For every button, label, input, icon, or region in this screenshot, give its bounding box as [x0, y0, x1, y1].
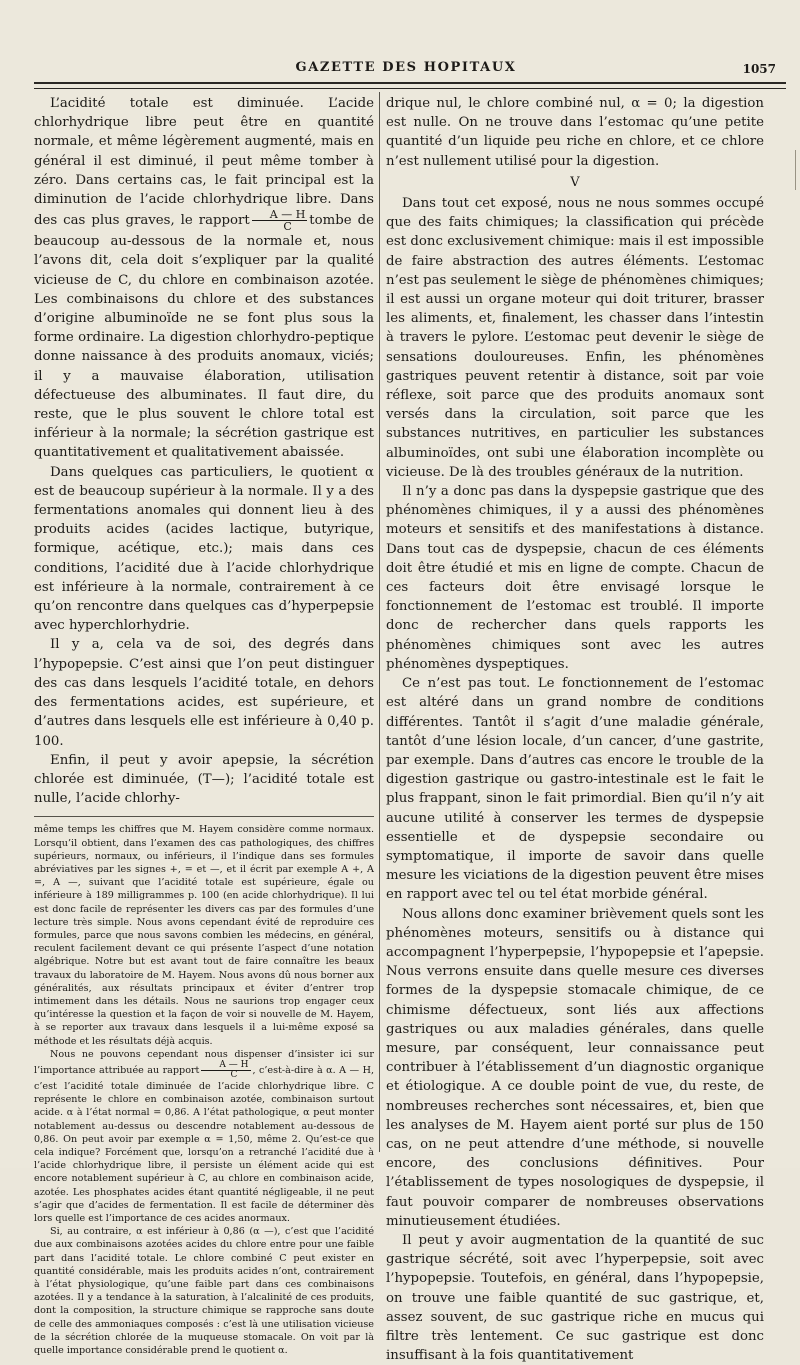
- ratio-denominator: C: [283, 220, 292, 234]
- page-number: 1057: [742, 62, 776, 76]
- left-column: [34, 94, 374, 1357]
- footnote-ratio-numerator: A — H: [201, 1061, 250, 1071]
- page-edge-mark: [785, 150, 796, 190]
- right-paragraph-5: Nous allons donc examiner brièvement quels sont les phénomènes moteurs, sensitifs ou à distance qui accompagnent l’hyperpepsie, l’hypopepsie et l’apepsie. Nous verrons ensuite dans quelle mesure ces diverses formes de la dyspepsie stomacale chimique, de ce chimisme défectueux, sont liés aux affections gastriques ou aux maladies générales, dans quelle mesure, par conséquent, leur connaissance peut contribuer à l’établissement d’un diagnostic organique et étiologique. A ce double point de vue, du reste, de nombreuses recherches sont nécessaires, et, bien que les analyses de M. Hayem aient porté sur plus de 150 cas, on ne peut attendre d’une méthode, si nouvelle encore, des conclusions définitives. Pour l’établissement de types nosologiques de dyspepsie, il faut pouvoir comparer de nombreuses observations minutieusement étudiées.: [386, 906, 764, 1229]
- column-divider: [379, 92, 380, 1152]
- footnote-ratio-denominator: C: [230, 1069, 238, 1080]
- ratio-numerator: A — H: [252, 209, 308, 221]
- right-paragraph-1: drique nul, le chlore combiné nul, α = 0; la digestion est nulle. On ne trouve dans l’estomac qu’une petite quantité d’un liquide peu riche en chlore, et ce chlore n’est nullement utilisé pour la digestion.: [386, 96, 764, 169]
- footnote-block: [34, 823, 374, 1357]
- right-paragraph-6: Il peut y avoir augmentation de la quantité de suc gastrique sécrété, soit avec l’hyperpepsie, soit avec l’hypopepsie. Toutefois, en général, dans l’hypopepsie, on trouve une faible quantité de suc gastrique, et, assez souvent, de suc gastrique riche en mucus qui filtre très lentement. Ce suc gastrique est donc insuffisant à la fois quantitativement: [386, 1232, 764, 1364]
- section-numeral: V: [570, 174, 580, 190]
- running-title: GAZETTE DES HOPITAUX: [295, 60, 517, 75]
- footnote-ratio-fraction: [201, 1061, 250, 1080]
- footnote-paragraph-2: [34, 1048, 374, 1225]
- left-paragraph-3: Il y a, cela va de soi, des degrés dans l’hypopepsie. C’est ainsi que l’on peut distinguer des cas dans lesquels l’acidité totale, en dehors des fermentations acides, est supérieure, et d’autres dans lesquels elle est inférieure à 0,40 p. 100.: [34, 637, 374, 749]
- left-p1-after: tombe de beaucoup au-dessous de la normale et, nous l’avons dit, cela doit s’expliquer par la qualité vicieuse de C, du chlore en combinaison azotée. Les combinaisons du chlore et des substances d’origine albuminoïde ne se font plus sous la forme ordinaire. La digestion chlorhydro-peptique donne naissance à des produits anomaux, viciés; il y a mauvaise élaboration, utilisation défectueuse des albuminates. Il faut dire, du reste, que le plus souvent le chlore total est inférieur à la normale; la sécrétion gastrique est quantitativement et qualitativement abaissée.: [34, 213, 374, 461]
- left-paragraph-2: Dans quelques cas particuliers, le quotient α est de beaucoup supérieur à la normale. Il y a des fermentations anomales qui donnent lieu à des produits acides (acides lactique, butyrique, formique, acétique, etc.); mais dans ces conditions, l’acidité due à l’acide chlorhydrique est inférieure à la normale, contrairement à ce qu’on rencontre dans quelques cas d’hyperpepsie avec hyperchlorhydrie.: [34, 464, 374, 634]
- left-paragraph-4: Enfin, il peut y avoir apepsie, la sécrétion chlorée est diminuée, (T—); l’acidité totale est nulle, l’acide chlorhy-: [34, 752, 374, 807]
- right-body-text: [386, 94, 764, 1365]
- footnote-paragraph-1: même temps les chiffres que M. Hayem considère comme normaux. Lorsqu’il obtient, dans l’examen des cas pathologiques, des chiffres supérieurs, normaux, ou inférieurs, il l’indique dans ses formules abréviatives par les signes +, = et —, et il écrit par exemple A +, A =, A —, suivant que l’acidité totale est supérieure, égale ou inférieure à 189 milligrammes p. 100 (en acide chlorhydrique). Il lui est donc facile de représenter les divers cas par des formules d’une lecture très simple. Nous avons cependant évité de reproduire ces formules, parce que nous savons combien les médecins, en général, reculent facilement devant ce qui présente l’aspect d’une notation algébrique. Notre but est avant tout de faire connaître les beaux travaux du laboratoire de M. Hayem. Nous avons dû nous borner aux généralités, aux résultats principaux et éviter d’entrer trop intimement dans les détails. Nous ne saurions trop engager ceux qu’intéresse la question et la façon de voir si nouvelle de M. Hayem, à se reporter aux travaux dans lesquels il a lui-même exposé sa méthode et les résultats déjà acquis.: [34, 824, 374, 1047]
- left-paragraph-1: [34, 94, 374, 463]
- right-column: [386, 94, 764, 1364]
- footnote-p2-before: Nous ne pouvons cependant nous dispenser d’insister ici sur l’importance attribuée au rapport: [34, 1048, 374, 1076]
- ratio-fraction: [252, 209, 308, 232]
- footnote-paragraph-3: Si, au contraire, α est inférieur à 0,86 (α —), c’est que l’acidité due aux combinaisons azotées acides du chlore entre pour une faible part dans l’acidité totale. Le chlore combiné C peut exister en quantité considérable, mais les produits acides n’ont, contrairement à l’état physiologique, qu’une faible part dans ces combinaisons azotées. Il y a tendance à la saturation, à l’alcalinité de ces produits, dont la composition, la structure chimique se rapproche sans doute de celle des ammoniaques composés : c’est là une utilisation vicieuse de la sécrétion chlorée de la muqueuse stomacale. On voit par là quelle importance considérable prend le quotient α.: [34, 1226, 374, 1357]
- page-header: [30, 56, 782, 80]
- right-paragraph-2: Dans tout cet exposé, nous ne nous sommes occupé que des faits chimiques; la classification qui précède est donc exclusivement chimique: mais il est impossible de faire abstraction des autres éléments. L’estomac n’est pas seulement le siège de phénomènes chimiques; il est aussi un organe moteur qui doit triturer, brasser les aliments, et, finalement, les chasser dans l’intestin à travers le pylore. L’estomac peut devenir le siège de sensations douloureuses. Enfin, les phénomènes gastriques peuvent retentir à distance, soit par voie réflexe, soit parce que des produits anomaux sont versés dans la circulation, soit parce que les substances nutritives, en particulier les substances albuminoïdes, ont subi une élaboration incomplète ou vicieuse. De là des troubles généraux de la nutrition.: [386, 196, 764, 480]
- right-paragraph-4: Ce n’est pas tout. Le fonctionnement de l’estomac est altéré dans un grand nombre de conditions différentes. Tantôt il s’agit d’une maladie générale, tantôt d’une lésion locale, d’un cancer, d’une gastrite, par exemple. Dans d’autres cas encore le trouble de la digestion gastrique ou gastro-intestinale est le fait le plus frappant, sinon le fait primordial. Bien qu’il n’y ait aucune utilité à conserver les termes de dyspepsie essentielle et de dyspepsie secondaire ou symptomatique, il importe de savoir dans quelle mesure les viciations de la digestion peuvent être mises en rapport avec tel ou tel état morbide général.: [386, 676, 764, 903]
- left-p1-before: L’acidité totale est diminuée. L’acide chlorhydrique libre peut être en quantité normale, et même légèrement augmenté, mais en général il est diminué, il peut même tomber à zéro. Dans certains cas, le fait principal est la diminution de l’acide chlorhydrique libre. Dans des cas plus graves, le rapport: [34, 96, 374, 229]
- left-body-text: [34, 94, 374, 808]
- footnote-rule: [34, 816, 374, 817]
- header-rule: [34, 82, 786, 89]
- footnote-p2-after: , c’est-à-dire à α. A — H, c’est l’acidité totale diminuée de l’acide chlorhydrique libre. C représente le chlore en combinaison azotée, combinaison surtout acide. α à l’état normal = 0,86. A l’état pathologique, α peut monter notablement au-dessus ou descendre notablement au-dessous de 0,86. On peut avoir par exemple α = 1,50, même 2. Qu’est-ce que cela indique? Forcément que, lorsqu’on a retranché l’acidité due à l’acide chlorhydrique libre, il persiste un élément acide qui est encore notablement supérieur à C, au chlore en combinaison acide, azotée. Les phosphates acides étant quantité négligeable, il ne peut s’agir que d’acides de fermentation. Il est facile de déterminer dès lors quelle est l’importance de ces acides anormaux.: [34, 1064, 374, 1224]
- right-paragraph-3: Il n’y a donc pas dans la dyspepsie gastrique que des phénomènes chimiques, il y a aussi des phénomènes moteurs et sensitifs et des manifestations à distance. Dans tout cas de dyspepsie, chacun de ces éléments doit être étudié et mis en ligne de compte. Chacun de ces facteurs doit être envisagé lorsque le fonctionnement de l’estomac est troublé. Il importe donc de rechercher dans quels rapports les phénomènes chimiques sont avec les autres phénomènes dyspeptiques.: [386, 484, 764, 672]
